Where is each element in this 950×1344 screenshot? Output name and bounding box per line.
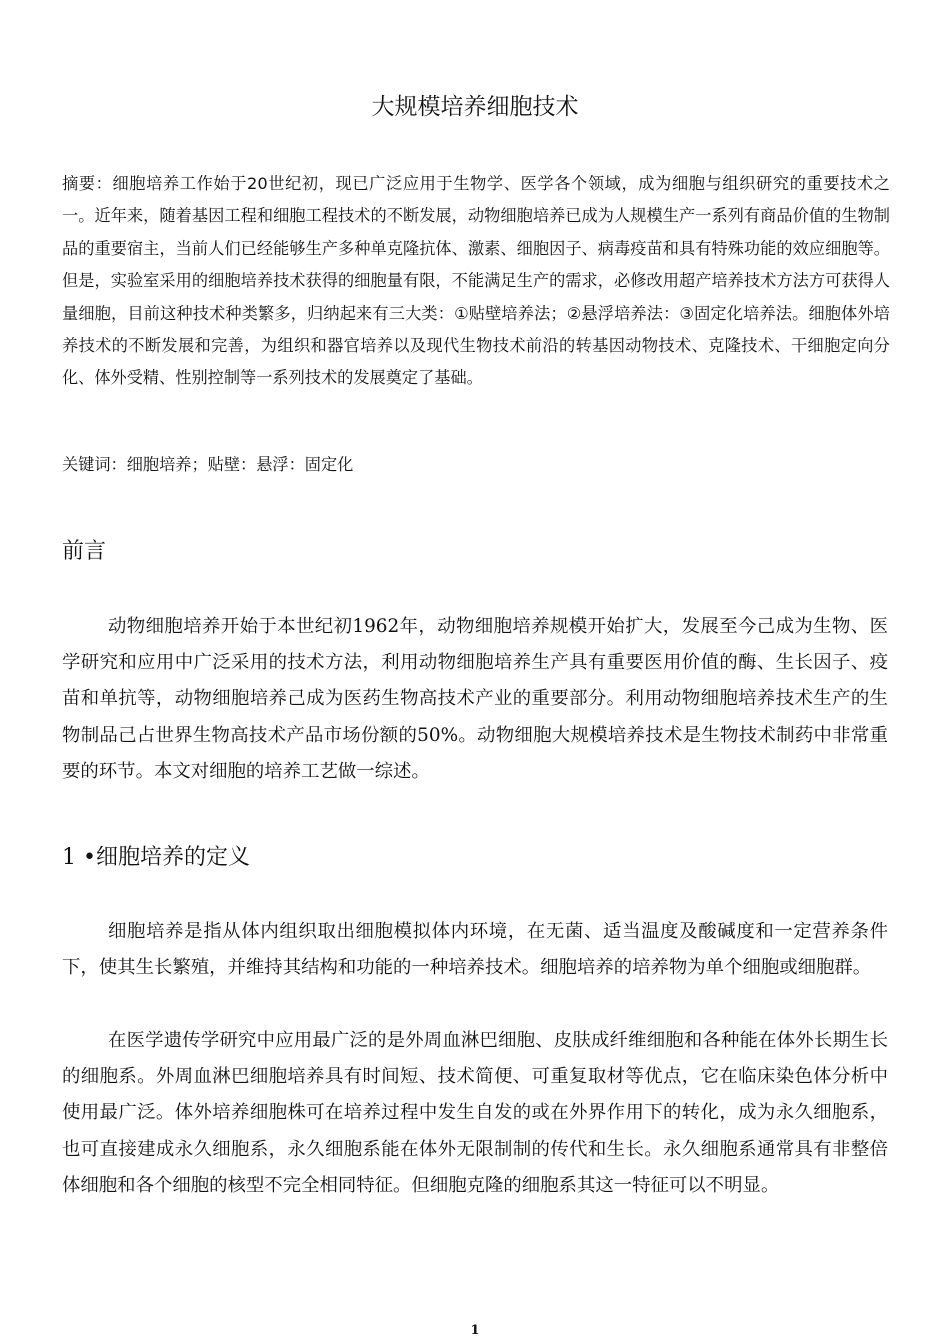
- keywords-line: 关键词：细胞培养；贴壁：悬浮：固定化: [62, 455, 354, 474]
- section-1-heading: 1 •细胞培养的定义: [62, 845, 250, 870]
- page-number: 1: [470, 1323, 480, 1338]
- abstract-paragraph: 摘要：细胞培养工作始于20世纪初，现已广泛应用于生物学、医学各个领域，成为细胞与组织研究的重要技术之一。近年来，随着基因工程和细胞工程技术的不断发展，动物细胞培养已成为人规模生产一系列有商品价值的生物制品的重要宿主，当前人们已经能够生产多种单克隆抗体、激素、细胞因子、病毒疫苗和具有特殊功能的效应细胞等。但是，实验室采用的细胞培养技术获得的细胞量有限，不能满足生产的需求，必修改用超产培养技术方法方可获得人量细胞，目前这种技术种类繁多，归纳起来有三大类：①贴壁培养法；②悬浮培养法：③固定化培养法。细胞体外培养技术的不断发展和完善，为组织和器官培养以及现代生物技术前沿的转基因动物技术、克隆技术、干细胞定向分化、体外受精、性别控制等一系列技术的发展奠定了基础。: [62, 174, 890, 388]
- preface-heading: 前言: [62, 539, 107, 564]
- document-title: 大规模培养细胞技术: [371, 94, 579, 120]
- section-1-paragraph-2: 在医学遗传学研究中应用最广泛的是外周血淋巴细胞、皮肤成纤维细胞和各种能在体外长期生长的细胞系。外周血淋巴细胞培养具有时间短、技术简便、可重复取材等优点，它在临床染色体分析中使用最广泛。体外培养细胞株可在培养过程中发生自发的或在外界作用下的转化，成为永久细胞系，也可直接建成永久细胞系，永久细胞系能在体外无限制制的传代和生长。永久细胞系通常具有非整倍体细胞和各个细胞的核型不完全相同特征。但细胞克隆的细胞系其这一特征可以不明显。: [62, 1030, 888, 1196]
- preface-paragraph: 动物细胞培养开始于本世纪初1962年，动物细胞培养规模开始扩大，发展至今己成为生物、医学研究和应用中广泛采用的技术方法，利用动物细胞培养生产具有重要医用价值的酶、生长因子、疫苗和单抗等，动物细胞培养己成为医药生物高技术产业的重要部分。利用动物细胞培养技术生产的生物制品己占世界生物高技术产品市场份额的50%。动物细胞大规模培养技术是生物技术制药中非常重要的环节。本文对细胞的培养工艺做一综述。: [62, 616, 888, 782]
- section-1-paragraph-1: 细胞培养是指从体内组织取出细胞模拟体内环境，在无菌、适当温度及酸碱度和一定营养条件下，使其生长繁殖，并维持其结构和功能的一种培养技术。细胞培养的培养物为单个细胞或细胞群。: [62, 921, 888, 979]
